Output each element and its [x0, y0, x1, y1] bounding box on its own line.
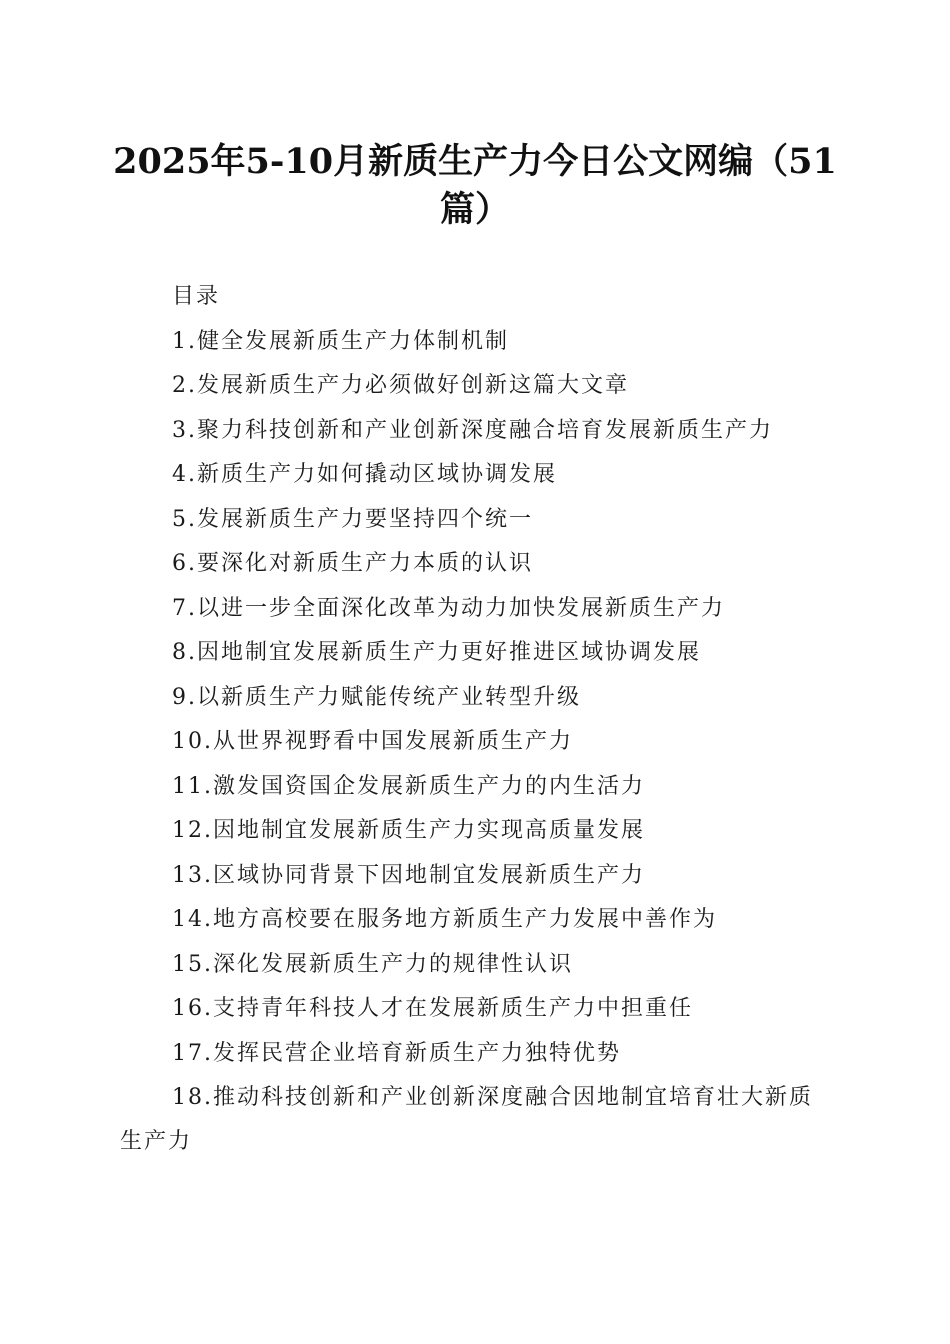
- toc-heading: 目录: [172, 284, 221, 309]
- toc-item: 8.因地制宜发展新质生产力更好推进区域协调发展: [172, 640, 701, 665]
- toc-item: 9.以新质生产力赋能传统产业转型升级: [172, 684, 581, 710]
- toc-item: 2.发展新质生产力必须做好创新这篇大文章: [172, 373, 629, 398]
- toc-item: 6.要深化对新质生产力本质的认识: [172, 551, 533, 576]
- toc-item: 5.发展新质生产力要坚持四个统一: [172, 506, 533, 532]
- toc-item: 1.健全发展新质生产力体制机制: [172, 328, 509, 354]
- toc-item: 3.聚力科技创新和产业创新深度融合培育发展新质生产力: [172, 417, 773, 443]
- toc-item: 16.支持青年科技人才在发展新质生产力中担重任: [172, 996, 693, 1021]
- toc-item: 12.因地制宜发展新质生产力实现高质量发展: [172, 818, 645, 843]
- toc-item: 11.激发国资国企发展新质生产力的内生活力: [172, 773, 645, 799]
- toc-item: 15.深化发展新质生产力的规律性认识: [172, 951, 573, 977]
- toc-item: 17.发挥民营企业培育新质生产力独特优势: [172, 1040, 621, 1066]
- toc-item: 18.推动科技创新和产业创新深度融合因地制宜培育壮大新质生产力: [120, 1085, 813, 1154]
- toc-item: 14.地方高校要在服务地方新质生产力发展中善作为: [172, 907, 717, 932]
- toc-item: 10.从世界视野看中国发展新质生产力: [172, 729, 573, 754]
- toc-item: 4.新质生产力如何撬动区域协调发展: [172, 462, 557, 487]
- toc-list: [120, 327, 830, 1165]
- document-title: 2025年5-10月新质生产力今日公文网编（51篇）: [113, 141, 837, 230]
- table-of-contents: [120, 282, 830, 1164]
- toc-item: 7.以进一步全面深化改革为动力加快发展新质生产力: [172, 595, 725, 621]
- toc-item: 13.区域协同背景下因地制宜发展新质生产力: [172, 862, 645, 888]
